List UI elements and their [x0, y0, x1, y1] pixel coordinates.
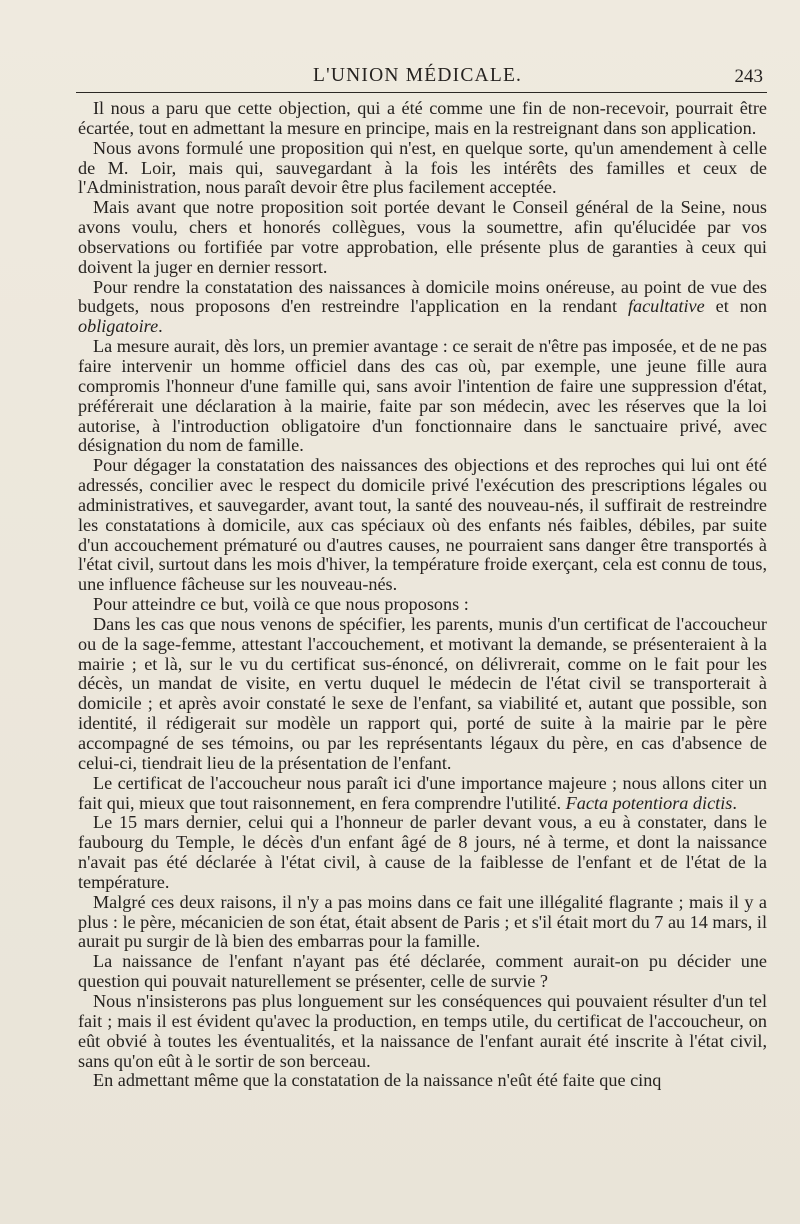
page-number: 243: [734, 66, 763, 87]
paragraph: [78, 813, 767, 892]
text-run: En admettant même que la constatation de la naissance n'eût été faite que cinq: [93, 1070, 662, 1091]
text-run: Le certificat de l'accoucheur nous paraît ici d'une importance majeure ; nous allons citer un fait qui, mieux que tout raisonnement, en fera comprendre l'utilité.: [78, 772, 767, 813]
italic-phrase: Facta potentiora dictis: [565, 792, 733, 813]
header-rule: [76, 92, 767, 93]
paragraph: [78, 1071, 767, 1091]
paragraph: [78, 198, 767, 277]
text-run: .: [158, 316, 163, 337]
paragraph: [78, 99, 767, 139]
text-run: et non: [704, 296, 767, 317]
text-run: Mais avant que notre proposition soit portée devant le Conseil général de la Seine, nous avons voulu, chers et honorés collègues, vous la soumettre, afin qu'élucidée par vos observations ou fortifiée par votre approbation, elle présente plus de garanties à ceux qui doivent la juger en dernier ressort.: [78, 197, 767, 277]
text-run: Nous avons formulé une proposition qui n'est, en quelque sorte, qu'un amendement à celle de M. Loir, mais qui, sauvegardant à la fois les intérêts des familles et ceux de l'Administration, nous paraît devoir être plus facilement acceptée.: [78, 137, 767, 198]
paragraph: [78, 952, 767, 992]
body-text: [78, 99, 767, 1091]
paragraph: [78, 615, 767, 774]
text-run: Malgré ces deux raisons, il n'y a pas moins dans ce fait une illégalité flagrante ; mais il y a plus : le père, mécanicien de son état, était absent de Paris ; et s'il était mort du 7 au 14 mars, il aurait pu surgir de là bien des embarras pour la famille.: [78, 891, 767, 952]
text-run: .: [732, 792, 737, 813]
italic-phrase: facultative: [627, 296, 705, 317]
paragraph: [78, 992, 767, 1071]
text-run: Pour dégager la constatation des naissances des objections et des reproches qui lui ont été adressés, concilier avec le respect du domicile privé l'exécution des prescriptions légales ou administratives, et sauvegarder, avant tout, la santé des nouveau-nés, il suffirait de restreindre les constatations à domicile, aux cas spéciaux où des enfants nés faibles, débiles, par suite d'un accouchement prématuré ou d'autres causes, ne pourraient sans danger être transportés à l'état civil, surtout dans les mois d'hiver, la température froide exerçant, cela est connu de tous, une influence fâcheuse sur les nouveau-nés.: [78, 455, 767, 595]
text-run: La mesure aurait, dès lors, un premier avantage : ce serait de n'être pas imposée, et de ne pas faire intervenir un homme officiel dans des cas où, par exemple, une jeune fille aura compromis l'honneur d'une famille qui, sans avoir l'intention de faire une suppression d'état, préférerait une déclaration à la mairie, faite par son médecin, avec les réserves que la loi autorise, à l'introduction obligatoire d'un fonctionnaire dans le sanctuaire privé, avec désignation du nom de famille.: [78, 336, 767, 456]
text-run: Dans les cas que nous venons de spécifier, les parents, munis d'un certificat de l'accoucheur ou de la sage-femme, attestant l'accouchement, et motivant la demande, se présenteraient à la mairie ; et là, sur le vu du certificat sus-énoncé, on délivrerait, comme on le fait pour les décès, un mandat de visite, en vertu duquel le médecin de l'état civil se transporterait à domicile ; et après avoir constaté le sexe de l'enfant, sa viabilité et, autant que possible, son identité, il rédigerait sur modèle un rapport qui, porté de suite à la mairie par le père accompagné de ses témoins, ou par les représentants légaux du père, en cas d'absence de celui-ci, tiendrait lieu de la présentation de l'enfant.: [78, 613, 767, 773]
paragraph: [78, 278, 767, 338]
text-run: La naissance de l'enfant n'ayant pas été déclarée, comment aurait-on pu décider une question qui pouvait naturellement se présenter, celle de survie ?: [78, 951, 767, 992]
running-title: L'UNION MÉDICALE.: [313, 65, 523, 86]
text-run: Il nous a paru que cette objection, qui a été comme une fin de non-recevoir, pourrait être écartée, tout en admettant la mesure en principe, mais en la restreignant dans son application.: [78, 98, 767, 138]
text-run: Le 15 mars dernier, celui qui a l'honneur de parler devant vous, a eu à constater, dans le faubourg du Temple, le décès d'un enfant âgé de 8 jours, né à terme, et dont la naissance n'avait pas été déclarée à l'état civil, à cause de la faiblesse de l'enfant et de l'état de la température.: [78, 812, 767, 892]
paragraph: [78, 893, 767, 953]
page-header: [78, 64, 767, 92]
paragraph: [78, 139, 767, 199]
text-run: Nous n'insisterons pas plus longuement sur les conséquences qui pouvaient résulter d'un tel fait ; mais il est évident qu'avec la production, en temps utile, du certificat de l'accoucheur, on eût obvié à toutes les éventualités, et la naissance de l'enfant aurait été inscrite à l'état civil, sans qu'on eût à le sortir de son berceau.: [78, 990, 767, 1071]
italic-phrase: obligatoire: [78, 316, 159, 337]
paragraph: [78, 774, 767, 814]
text-run: Pour rendre la constatation des naissances à domicile moins onéreuse, au point de vue des budgets, nous proposons d'en restreindre l'application en la rendant: [78, 276, 767, 317]
text-run: Pour atteindre ce but, voilà ce que nous proposons :: [93, 594, 469, 615]
paragraph: [78, 456, 767, 595]
paragraph: [78, 595, 767, 615]
paragraph: [78, 337, 767, 456]
